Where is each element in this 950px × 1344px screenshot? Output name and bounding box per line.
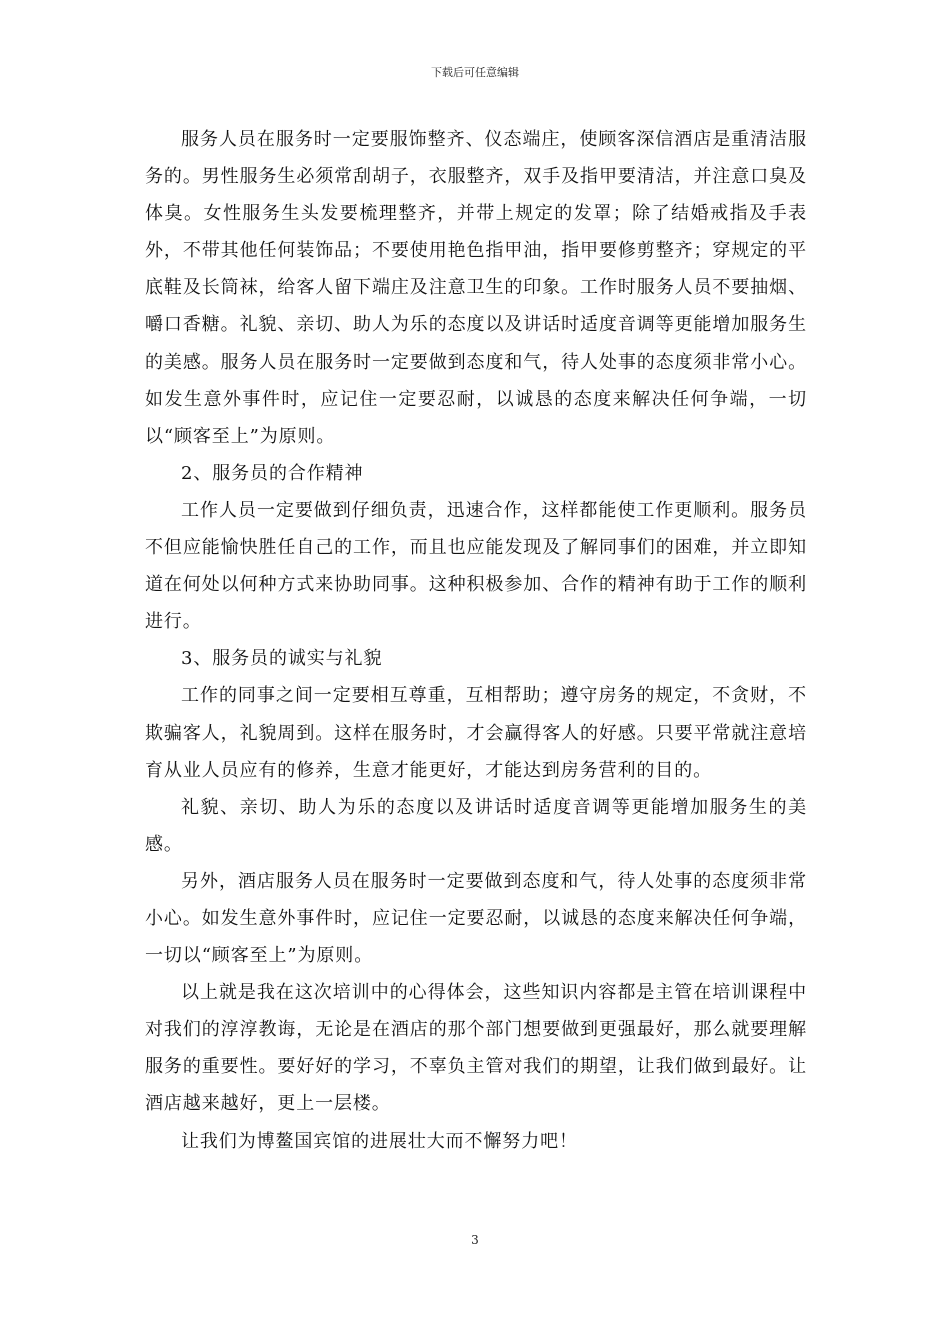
paragraph-closing: 让我们为博鳌国宾馆的进展壮大而不懈努力吧！ xyxy=(181,1130,578,1152)
paragraph-courtesy: 礼貌、亲切、助人为乐的态度以及讲话时适度音调等更能增加服务生的美感。 xyxy=(145,796,807,855)
section-heading-honesty: 3、服务员的诚实与礼貌 xyxy=(181,648,383,670)
paragraph-appearance: 服务人员在服务时一定要服饰整齐、仪态端庄，使顾客深信酒店是重清洁服务的。男性服务生必须常刮胡子，衣服整齐，双手及指甲要清洁，并注意口臭及体臭。女性服务生头发要梳理整齐，并带上规定的发罩；除了结婚戒指及手表外，不带其他任何装饰品；不要使用艳色指甲油，指甲要修剪整齐；穿规定的平底鞋及长筒袜，给客人留下端庄及注意卫生的印象。工作时服务人员不要抽烟、嚼口香糖。礼貌、亲切、助人为乐的态度以及讲话时适度音调等更能增加服务生的美感。服务人员在服务时一定要做到态度和气，待人处事的态度须非常小心。如发生意外事件时，应记住一定要忍耐，以诚恳的态度来解决任何争端，一切以“顾客至上”为原则。 xyxy=(145,129,807,447)
section-heading-cooperation: 2、服务员的合作精神 xyxy=(181,462,364,484)
paragraph-summary: 以上就是我在这次培训中的心得体会，这些知识内容都是主管在培训课程中对我们的淳淳教诲，无论是在酒店的那个部门想要做到更强最好，那么就要理解服务的重要性。要好好的学习，不辜负主管对我们的期望，让我们做到最好。让酒店越来越好，更上一层楼。 xyxy=(145,982,807,1115)
page-header: 下载后可任意编辑 xyxy=(431,66,519,79)
paragraph-cooperation: 工作人员一定要做到仔细负责，迅速合作，这样都能使工作更顺利。服务员不但应能愉快胜任自己的工作，而且也应能发现及了解同事们的困难，并立即知道在何处以何种方式来协助同事。这种积极参加、合作的精神有助于工作的顺利进行。 xyxy=(145,499,807,633)
paragraph-attitude: 另外，酒店服务人员在服务时一定要做到态度和气，待人处事的态度须非常小心。如发生意外事件时，应记住一定要忍耐，以诚恳的态度来解决任何争端，一切以“顾客至上”为原则。 xyxy=(145,870,807,967)
paragraph-honesty: 工作的同事之间一定要相互尊重，互相帮助；遵守房务的规定，不贪财，不欺骗客人，礼貌周到。这样在服务时，才会赢得客人的好感。只要平常就注意培育从业人员应有的修养，生意才能更好，才能达到房务营利的目的。 xyxy=(145,685,807,781)
document-body xyxy=(145,121,807,1160)
page-number: 3 xyxy=(471,1233,479,1247)
